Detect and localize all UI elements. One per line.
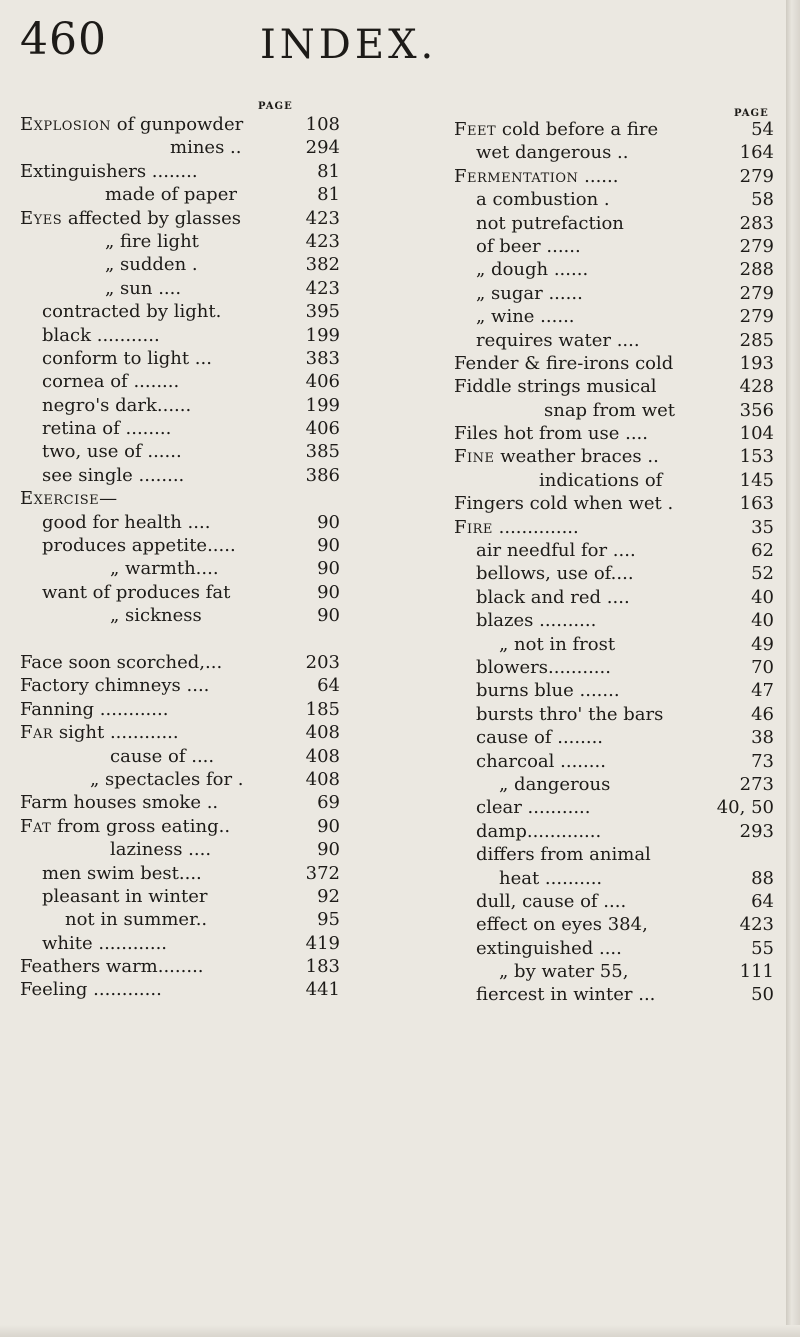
page-reference: 408 <box>305 745 340 767</box>
index-entry <box>454 352 774 375</box>
entry-text: sight ............ <box>53 722 179 744</box>
index-entry <box>454 165 774 188</box>
index-entry <box>20 300 340 323</box>
entry-heading: Explosion <box>20 114 112 135</box>
page-reference: 193 <box>739 352 774 374</box>
page-reference: 408 <box>305 722 340 744</box>
page-reference: 35 <box>751 516 774 538</box>
page-reference: 50 <box>751 984 774 1006</box>
entry-text: dull, cause of .... <box>476 890 627 912</box>
index-entry <box>454 375 774 398</box>
index-entry <box>20 394 340 417</box>
page-reference: 183 <box>305 956 340 978</box>
index-entry <box>20 745 340 768</box>
entry-text: — <box>99 488 118 510</box>
page-reference: 40, 50 <box>716 797 774 819</box>
entry-text: conform to light ... <box>42 347 212 369</box>
page-reference: 64 <box>317 675 340 697</box>
page-reference: 38 <box>751 727 774 749</box>
entry-text: of beer ...... <box>476 235 581 257</box>
index-entry <box>20 370 340 393</box>
entry-text: „ dangerous <box>499 773 611 795</box>
index-entry <box>454 282 774 305</box>
index-entry <box>20 815 340 838</box>
page-reference: 108 <box>305 114 340 135</box>
page-reference: 382 <box>305 254 340 276</box>
index-entry <box>454 960 774 983</box>
index-entry <box>454 843 774 866</box>
entry-text: wet dangerous .. <box>476 142 629 164</box>
entry-text: black and red .... <box>476 586 630 608</box>
entry-heading: Fat <box>20 815 52 837</box>
index-entry <box>454 913 774 936</box>
page-reference: 90 <box>317 815 340 837</box>
page-reference: 273 <box>739 773 774 795</box>
page-reference: 153 <box>739 446 774 468</box>
entry-text: mines .. <box>170 137 242 159</box>
entry-text: Face soon scorched,... <box>20 651 223 673</box>
entry-text: Feeling ............ <box>20 979 162 1001</box>
entry-text: charcoal ........ <box>476 750 606 772</box>
entry-text: „ fire light <box>105 230 199 252</box>
index-entry <box>454 539 774 562</box>
page-column-label: PAGE <box>258 101 293 112</box>
entry-text: retina of ........ <box>42 418 172 440</box>
index-entry <box>20 324 340 347</box>
page-reference: 406 <box>305 371 340 393</box>
index-entry <box>454 562 774 585</box>
page-reference: 92 <box>317 885 340 907</box>
entry-text: „ not in frost <box>499 633 616 655</box>
page-reference: 199 <box>305 324 340 346</box>
entry-text: white ............ <box>42 932 168 954</box>
index-entry <box>454 141 774 164</box>
index-entry <box>20 885 340 908</box>
entry-text: want of produces fat <box>42 581 231 603</box>
page-reference: 294 <box>305 137 340 159</box>
entry-text: see single ........ <box>42 464 185 486</box>
entry-gap <box>20 628 340 651</box>
entry-text: made of paper <box>105 184 237 206</box>
entry-text: „ warmth.... <box>110 558 219 580</box>
entry-text: Feathers warm........ <box>20 956 204 978</box>
page-reference: 90 <box>317 535 340 557</box>
index-entry <box>454 586 774 609</box>
index-entry <box>454 445 774 468</box>
index-entry <box>454 656 774 679</box>
entry-text: snap from wet <box>544 399 675 421</box>
page-reference: 64 <box>751 890 774 912</box>
entry-heading: Fermentation <box>454 165 579 187</box>
entry-heading: Fine <box>454 446 495 468</box>
index-entry <box>454 703 774 726</box>
entry-text: contracted by light. <box>42 301 222 323</box>
index-entry <box>454 235 774 258</box>
page-reference: 428 <box>739 376 774 398</box>
page-reference: 81 <box>317 184 340 206</box>
entry-heading: Eyes <box>20 207 63 229</box>
index-entry <box>20 557 340 580</box>
page-reference: 111 <box>739 961 774 983</box>
index-entry <box>20 136 340 159</box>
index-entry <box>20 604 340 627</box>
page-reference: 406 <box>305 418 340 440</box>
page-reference: 385 <box>305 441 340 463</box>
page-bottom-shadow <box>0 1325 800 1337</box>
page-reference: 356 <box>739 399 774 421</box>
index-entry <box>20 487 340 510</box>
page-reference: 279 <box>739 235 774 257</box>
page-reference: 288 <box>739 259 774 281</box>
page-reference: 199 <box>305 394 340 416</box>
page-reference: 81 <box>317 160 340 182</box>
entry-text: a combustion . <box>476 189 610 211</box>
page-reference: 441 <box>305 979 340 1001</box>
entry-text: „ wine ...... <box>476 306 575 328</box>
index-entry <box>454 890 774 913</box>
entry-heading: Fire <box>454 516 493 538</box>
page-reference: 423 <box>305 230 340 252</box>
index-entry <box>20 838 340 861</box>
entry-text: Extinguishers ........ <box>20 160 198 182</box>
index-entry <box>20 230 340 253</box>
page-reference: 386 <box>305 464 340 486</box>
index-entry <box>454 118 774 141</box>
index-entry <box>454 212 774 235</box>
page-reference: 90 <box>317 581 340 603</box>
page-reference: 145 <box>739 469 774 491</box>
page-reference: 164 <box>739 142 774 164</box>
page-reference: 90 <box>317 511 340 533</box>
page-reference: 185 <box>305 698 340 720</box>
index-entry <box>454 773 774 796</box>
page-reference: 285 <box>739 329 774 351</box>
page-edge <box>786 0 800 1337</box>
page-column-label: PAGE <box>734 108 769 119</box>
running-head: INDEX. <box>260 22 438 68</box>
index-entry <box>20 721 340 744</box>
index-entry <box>454 937 774 960</box>
entry-text: black ........... <box>42 324 160 346</box>
index-entry <box>454 469 774 492</box>
page-reference: 47 <box>751 680 774 702</box>
index-entry <box>20 955 340 978</box>
page-reference: 408 <box>305 768 340 790</box>
index-entry <box>454 305 774 328</box>
entry-text: of gunpowder <box>111 114 244 135</box>
entry-text: Farm houses smoke .. <box>20 792 219 814</box>
index-entry <box>454 329 774 352</box>
index-entry <box>454 422 774 445</box>
entry-text: differs from animal <box>476 844 651 866</box>
entry-text: clear ........... <box>476 797 591 819</box>
entry-text: burns blue ....... <box>476 680 620 702</box>
entry-text: extinguished .... <box>476 937 622 959</box>
page-reference: 70 <box>751 656 774 678</box>
entry-text: Factory chimneys .... <box>20 675 210 697</box>
index-entry <box>454 679 774 702</box>
entry-text: effect on eyes 384, <box>476 914 648 936</box>
entry-text: „ sickness <box>110 605 202 627</box>
entry-text: air needful for .... <box>476 540 636 562</box>
page-reference: 49 <box>751 633 774 655</box>
left-index-column <box>20 101 340 1002</box>
entry-text: „ sudden . <box>105 254 198 276</box>
entry-text: ...... <box>578 165 619 187</box>
entry-text: „ spectacles for . <box>90 768 244 790</box>
left-entries <box>20 113 340 1002</box>
index-entry <box>20 698 340 721</box>
entry-text: requires water .... <box>476 329 640 351</box>
page-reference: 419 <box>305 932 340 954</box>
index-entry <box>454 796 774 819</box>
entry-text: cause of ........ <box>476 727 604 749</box>
right-index-column <box>454 108 774 1007</box>
index-entry <box>454 983 774 1006</box>
page-reference: 88 <box>751 867 774 889</box>
page-reference: 90 <box>317 605 340 627</box>
entry-text: laziness .... <box>110 839 212 861</box>
index-entry <box>20 908 340 931</box>
entry-text: bursts thro' the bars <box>476 703 664 725</box>
page-reference: 163 <box>739 493 774 515</box>
entry-text: Fender & fire-irons cold <box>454 352 674 374</box>
page-reference: 90 <box>317 558 340 580</box>
index-entry <box>454 516 774 539</box>
entry-text: „ sun .... <box>105 277 182 299</box>
entry-text: fiercest in winter ... <box>476 984 656 1006</box>
entry-text: cornea of ........ <box>42 371 180 393</box>
entry-heading: Far <box>20 722 54 744</box>
index-entry <box>20 277 340 300</box>
entry-text: blowers........... <box>476 656 611 678</box>
index-entry <box>454 399 774 422</box>
page-reference: 279 <box>739 306 774 328</box>
entry-text: from gross eating.. <box>51 815 231 837</box>
entry-text: blazes .......... <box>476 610 597 632</box>
page-reference: 283 <box>739 212 774 234</box>
index-entry <box>454 867 774 890</box>
index-entry <box>20 581 340 604</box>
entry-text: weather braces .. <box>494 446 659 468</box>
entry-text: produces appetite..... <box>42 535 236 557</box>
index-entry <box>20 417 340 440</box>
entry-text: „ dough ...... <box>476 259 589 281</box>
right-entries <box>454 118 774 1007</box>
entry-text: .............. <box>492 516 579 538</box>
page-reference: 95 <box>317 909 340 931</box>
index-entry <box>20 674 340 697</box>
entry-text: damp............. <box>476 820 602 842</box>
entry-text: two, use of ...... <box>42 441 182 463</box>
page-reference: 62 <box>751 540 774 562</box>
page-reference: 73 <box>751 750 774 772</box>
page-reference: 40 <box>751 586 774 608</box>
entry-text: pleasant in winter <box>42 885 208 907</box>
entry-text: indications of <box>539 469 663 491</box>
index-entry <box>454 633 774 656</box>
index-entry <box>454 258 774 281</box>
page-reference: 203 <box>305 651 340 673</box>
index-entry <box>454 726 774 749</box>
page-reference: 54 <box>751 119 774 140</box>
page-reference: 46 <box>751 703 774 725</box>
entry-text: not in summer.. <box>65 909 208 931</box>
index-entry <box>20 440 340 463</box>
index-entry <box>20 651 340 674</box>
entry-text: „ sugar ...... <box>476 282 583 304</box>
entry-text: „ by water 55, <box>499 961 629 983</box>
index-entry <box>20 207 340 230</box>
page-number: 460 <box>20 14 107 65</box>
index-entry <box>454 609 774 632</box>
entry-text: affected by glasses <box>62 207 242 229</box>
page-reference: 423 <box>739 914 774 936</box>
page-reference: 40 <box>751 610 774 632</box>
index-entry <box>454 188 774 211</box>
index-entry <box>20 347 340 370</box>
entry-text: cause of .... <box>110 745 215 767</box>
entry-text: negro's dark...... <box>42 394 192 416</box>
page-reference: 423 <box>305 207 340 229</box>
page-reference: 279 <box>739 165 774 187</box>
index-entry <box>454 492 774 515</box>
page-reference: 423 <box>305 277 340 299</box>
page-reference: 293 <box>739 820 774 842</box>
page-reference: 372 <box>305 862 340 884</box>
entry-text: Files hot from use .... <box>454 423 648 445</box>
index-entry <box>20 464 340 487</box>
index-entry <box>454 750 774 773</box>
page-reference: 104 <box>739 423 774 445</box>
entry-text: Fingers cold when wet . <box>454 493 674 515</box>
entry-text: Fiddle strings musical <box>454 376 657 398</box>
page-reference: 395 <box>305 301 340 323</box>
index-entry <box>20 183 340 206</box>
index-entry <box>20 113 340 136</box>
page-reference: 383 <box>305 347 340 369</box>
entry-heading: Exercise <box>20 488 100 510</box>
entry-text: men swim best.... <box>42 862 202 884</box>
index-entry <box>20 978 340 1001</box>
page-reference: 69 <box>317 792 340 814</box>
index-entry <box>20 253 340 276</box>
page-reference: 58 <box>751 189 774 211</box>
index-entry <box>20 768 340 791</box>
index-entry <box>20 511 340 534</box>
index-entry <box>20 932 340 955</box>
entry-text: heat .......... <box>499 867 603 889</box>
entry-heading: Feet <box>454 119 497 140</box>
page-reference: 279 <box>739 282 774 304</box>
index-entry <box>20 160 340 183</box>
page-reference: 55 <box>751 937 774 959</box>
index-entry <box>20 534 340 557</box>
entry-text: not putrefaction <box>476 212 624 234</box>
index-entry <box>20 862 340 885</box>
index-entry <box>20 791 340 814</box>
entry-text: cold before a fire <box>496 119 659 140</box>
entry-text: bellows, use of.... <box>476 563 634 585</box>
entry-text: good for health .... <box>42 511 211 533</box>
page-reference: 90 <box>317 839 340 861</box>
page-reference: 52 <box>751 563 774 585</box>
index-entry <box>454 820 774 843</box>
entry-text: Fanning ............ <box>20 698 169 720</box>
